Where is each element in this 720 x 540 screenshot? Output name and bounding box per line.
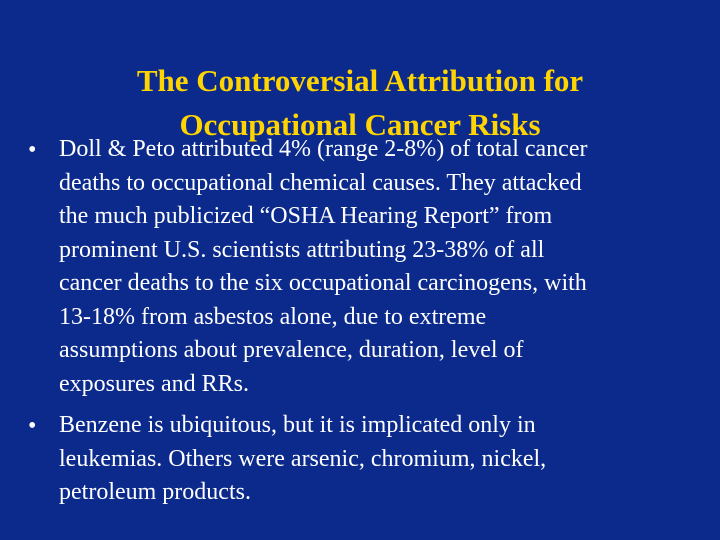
bullet-1-line-5: cancer deaths to the six occupational carcinogens, with <box>59 270 587 296</box>
bullet-dot-icon: • <box>28 413 37 439</box>
bullet-item-benzene <box>0 409 720 510</box>
title-line-1: The Controversial Attribution for <box>136 62 584 98</box>
bullet-1-line-3: the much publicized “OSHA Hearing Report” from <box>59 203 553 229</box>
bullet-1-line-2: deaths to occupational chemical causes. They attacked <box>59 169 582 196</box>
bullet-2-line-2: leukemias. Others were arsenic, chromium, nickel, <box>59 445 547 472</box>
bullet-1-line-7: assumptions about prevalence, duration, level of <box>59 337 524 363</box>
title-line-2: Occupational Cancer Risks <box>179 106 541 142</box>
bullet-text-occupational-attribution <box>59 133 699 401</box>
bullet-1-line-6: 13-18% from asbestos alone, due to extreme <box>59 303 487 330</box>
bullet-list <box>0 133 720 510</box>
bullet-text-benzene <box>59 409 699 510</box>
bullet-2-line-1: Benzene is ubiquitous, but it is implicated only in <box>59 412 536 438</box>
bullet-dot-icon: • <box>28 137 37 163</box>
bullet-1-line-4: prominent U.S. scientists attributing 23-38% of all <box>59 236 545 263</box>
bullet-2-line-3: petroleum products. <box>59 479 251 505</box>
bullet-1-line-8: exposures and RRs. <box>59 370 249 397</box>
bullet-item-occupational-attribution <box>0 133 720 401</box>
bullet-1-line-1: Doll & Peto attributed 4% (range 2-8%) of total cancer <box>59 136 588 162</box>
